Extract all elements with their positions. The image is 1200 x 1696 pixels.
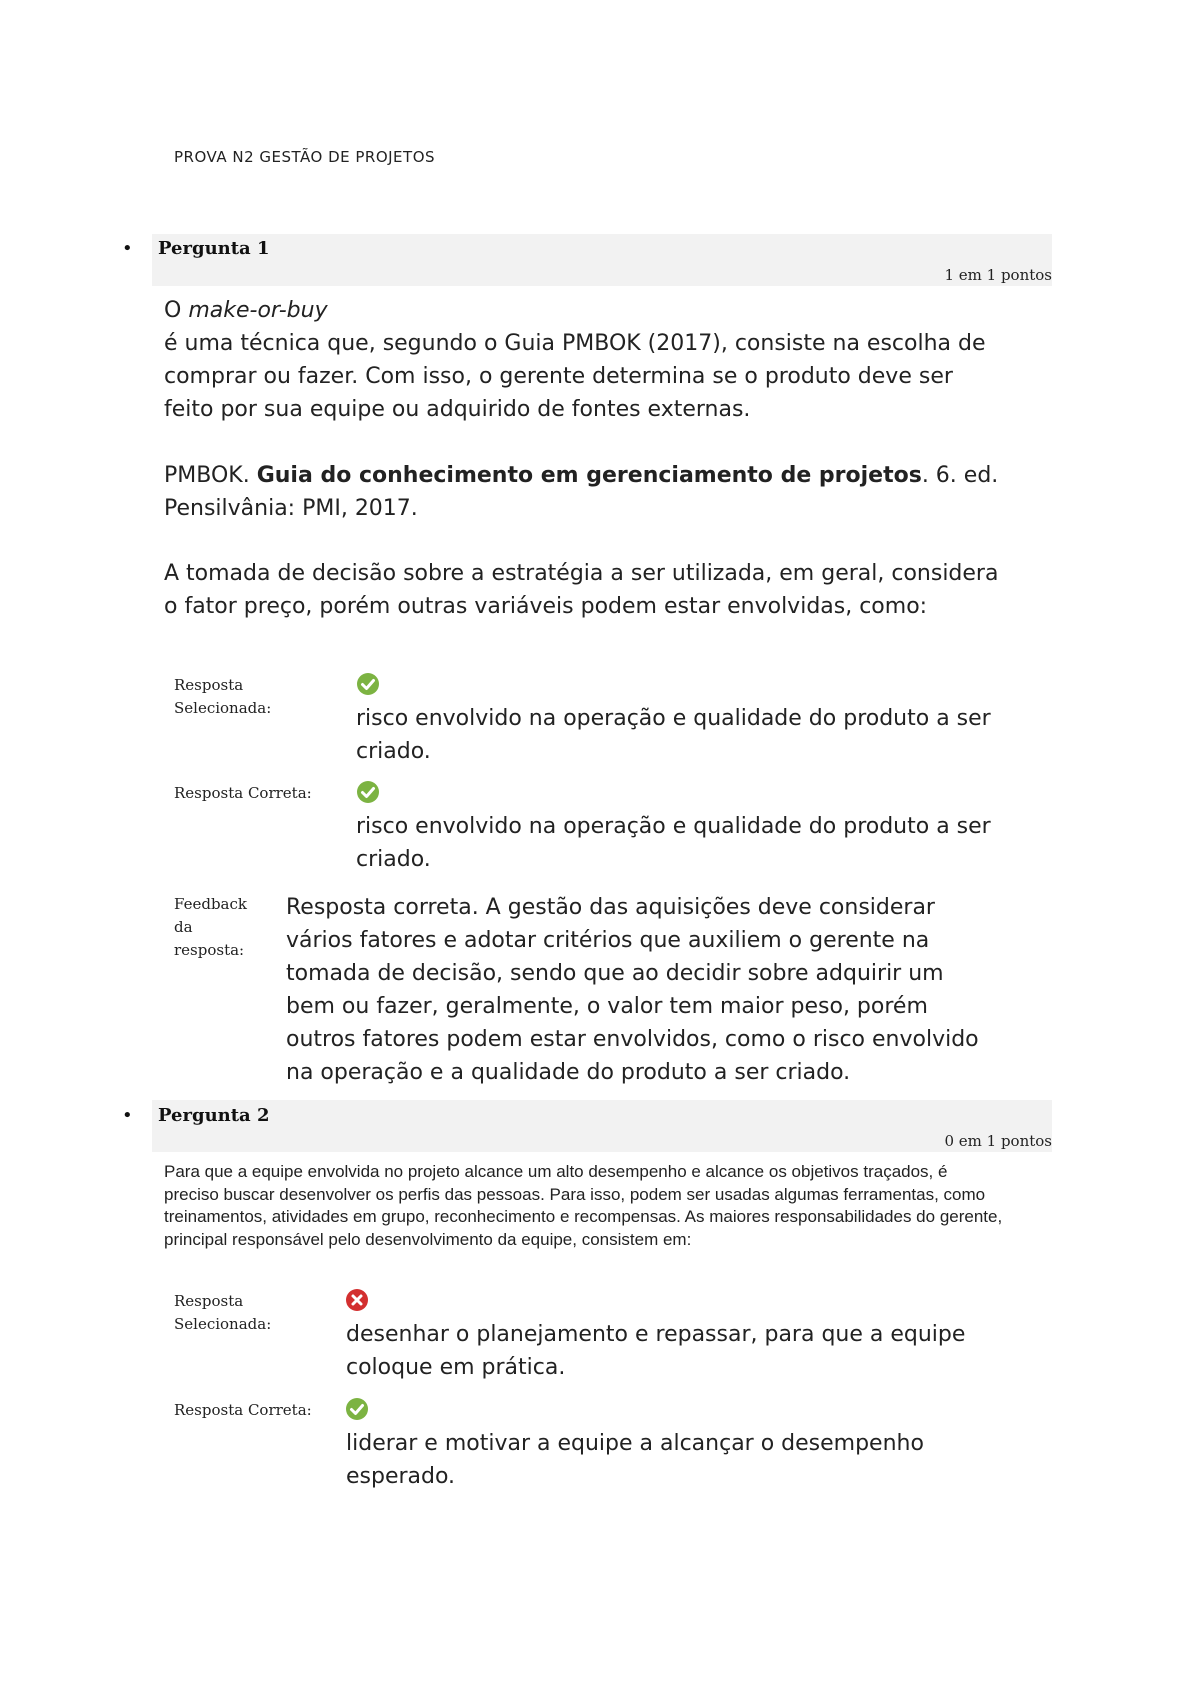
check-circle-icon [356,672,380,696]
question-score: 1 em 1 pontos [944,266,1052,284]
reference-author: PMBOK. [164,463,257,488]
prompt-reference [164,459,1004,525]
list-bullet: • [122,238,133,259]
check-circle-icon [345,1397,369,1421]
question-prompt [164,294,1004,327]
correct-answer-text: risco envolvido na operação e qualidade do produto a ser criado. [356,814,991,872]
prompt-question: A tomada de decisão sobre a estratégia a ser utilizada, em geral, considera o fator preço, porém outras variáveis podem estar envolvidas, como: [164,561,999,619]
question-header [152,234,1052,286]
check-circle-icon [356,780,380,804]
question-score: 0 em 1 pontos [944,1132,1052,1150]
question-title: Pergunta 1 [158,238,270,259]
question-title: Pergunta 2 [158,1105,270,1126]
selected-answer-text: desenhar o planejamento e repassar, para que a equipe coloque em prática. [346,1322,966,1380]
prompt-term: make-or-buy [188,298,328,323]
feedback-text: Resposta correta. A gestão das aquisições deve considerar vários fatores e adotar critérios que auxiliem o gerente na tomada de decisão, sendo que ao decidir sobre adquirir um bem ou fazer, geralmente, o valor tem maior peso, porém outros fatores podem estar envolvidos, como o risco envolvido na operação e a qualidade do produto a ser criado. [286,895,979,1085]
selected-answer-text: risco envolvido na operação e qualidade do produto a ser criado. [356,706,991,764]
correct-answer-label: Resposta Correta: [174,784,312,802]
reference-title: Guia do conhecimento em gerenciamento de projetos [256,463,922,488]
question-prompt: Para que a equipe envolvida no projeto alcance um alto desempenho e alcance os objetivos traçados, é preciso buscar desenvolver os perfis das pessoas. Para isso, podem ser usadas algumas ferramentas, como treinamentos, atividades em grupo, reconhecimento e recompensas. As maiores responsabilidades do gerente, principal responsável pelo desenvolvimento da equipe, consistem em: [164,1162,1003,1249]
selected-answer-label: Resposta Selecionada: [174,1292,272,1333]
question-header [152,1100,1052,1152]
x-circle-icon [345,1288,369,1312]
correct-answer-label: Resposta Correta: [174,1401,312,1419]
prompt-intro: O [164,298,189,323]
reference-details: . 6. ed. Pensilvânia: PMI, 2017. [164,463,999,521]
selected-answer-label: Resposta Selecionada: [174,676,272,717]
document-title: PROVA N2 GESTÃO DE PROJETOS [174,148,436,166]
prompt-body: é uma técnica que, segundo o Guia PMBOK (2017), consiste na escolha de comprar ou fazer. Com isso, o gerente determina se o produto deve ser feito por sua equipe ou adquirido de fontes externas. [164,331,986,422]
list-bullet: • [122,1105,133,1126]
correct-answer-text: liderar e motivar a equipe a alcançar o desempenho esperado. [346,1431,924,1489]
feedback-label: Feedback da resposta: [174,895,247,959]
